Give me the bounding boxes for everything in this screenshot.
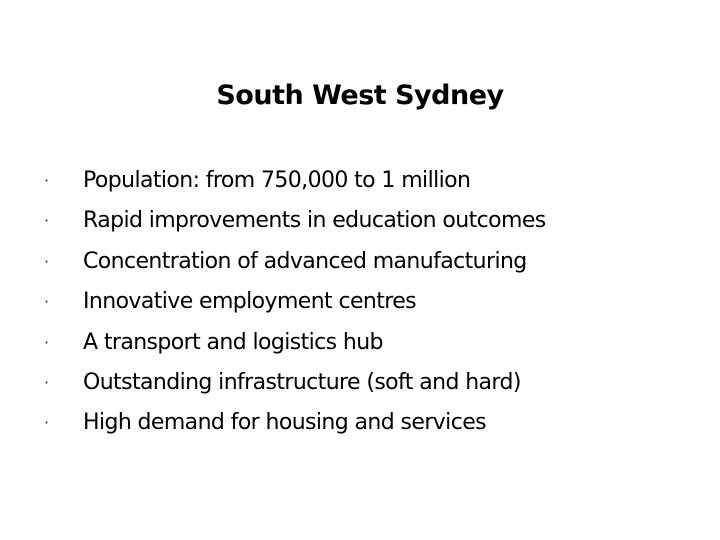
bullet-text: Population: from 750,000 to 1 million xyxy=(83,168,471,193)
bullet-icon: · xyxy=(44,171,50,190)
bullet-icon: · xyxy=(44,332,50,352)
bullet-text: Concentration of advanced manufacturing xyxy=(83,248,527,274)
bullet-text: Outstanding infrastructure (soft and hard) xyxy=(83,369,521,395)
bullet-text: Rapid improvements in education outcomes xyxy=(83,208,546,234)
bullet-icon: · xyxy=(44,413,50,433)
bullet-text: High demand for housing and services xyxy=(83,410,486,436)
bullet-icon: · xyxy=(44,251,50,271)
slide-title: South West Sydney xyxy=(216,80,504,111)
bullet-text: A transport and logistics hub xyxy=(83,329,383,355)
bullet-text: Innovative employment centres xyxy=(83,289,417,315)
bullet-icon: · xyxy=(44,372,50,392)
bullet-icon: · xyxy=(44,292,50,312)
bullet-icon: · xyxy=(44,211,50,231)
